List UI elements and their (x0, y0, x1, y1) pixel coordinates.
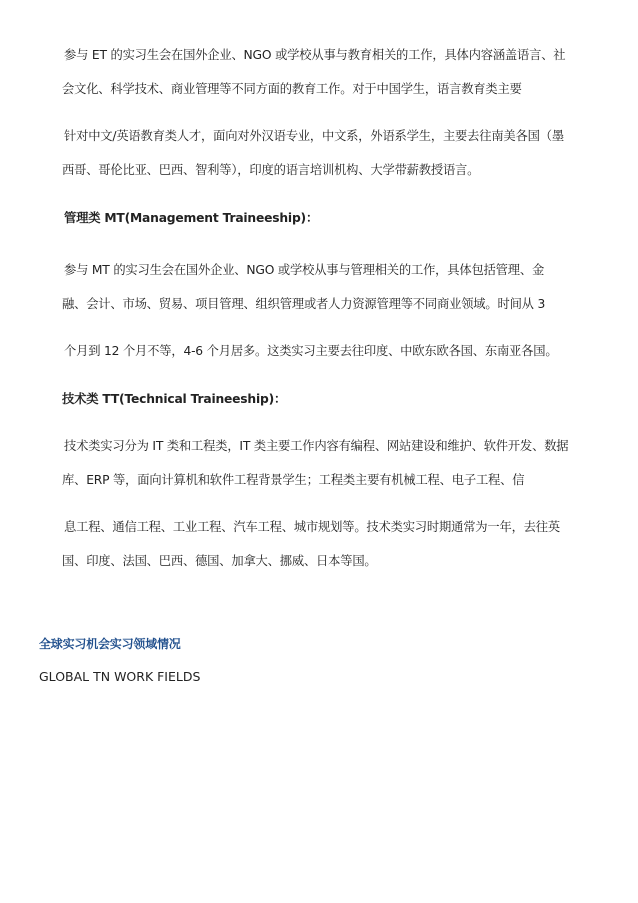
mt-heading: 管理类 MT(Management Traineeship)： (64, 211, 319, 225)
tt-line-4: 国、印度、法国、巴西、德国、加拿大、挪威、日本等国。 (62, 554, 377, 568)
et-line-4: 西哥、哥伦比亚、巴西、智利等），印度的语言培训机构、大学带薪教授语言。 (62, 163, 480, 177)
global-section-title: 全球实习机会实习领域情况 (39, 637, 181, 651)
global-section-subtitle: GLOBAL TN WORK FIELDS (39, 669, 201, 684)
mt-line-1: 参与 MT 的实习生会在国外企业、NGO 或学校从事与管理相关的工作，具体包括管理、金 (64, 263, 545, 277)
tt-line-2: 库、ERP 等，面向计算机和软件工程背景学生；工程类主要有机械工程、电子工程、信 (62, 473, 525, 487)
et-line-1: 参与 ET 的实习生会在国外企业、NGO 或学校从事与教育相关的工作，具体内容涵盖语言、社 (64, 48, 566, 62)
tt-line-3: 息工程、通信工程、工业工程、汽车工程、城市规划等。技术类实习时期通常为一年，去往英 (64, 520, 560, 534)
tt-heading: 技术类 TT(Technical Traineeship)： (62, 392, 287, 406)
et-line-2: 会文化、科学技术、商业管理等不同方面的教育工作。对于中国学生，语言教育类主要 (62, 82, 522, 96)
mt-line-3: 个月到 12 个月不等，4-6 个月居多。这类实习主要去往印度、中欧东欧各国、东南亚各国。 (64, 344, 558, 358)
tt-line-1: 技术类实习分为 IT 类和工程类，IT 类主要工作内容有编程、网站建设和维护、软件开发、数据 (64, 439, 569, 453)
et-line-3: 针对中文/英语教育类人才，面向对外汉语专业，中文系，外语系学生，主要去往南美各国（墨 (64, 129, 564, 143)
mt-line-2: 融、会计、市场、贸易、项目管理、组织管理或者人力资源管理等不同商业领域。时间从 3 (62, 297, 546, 311)
